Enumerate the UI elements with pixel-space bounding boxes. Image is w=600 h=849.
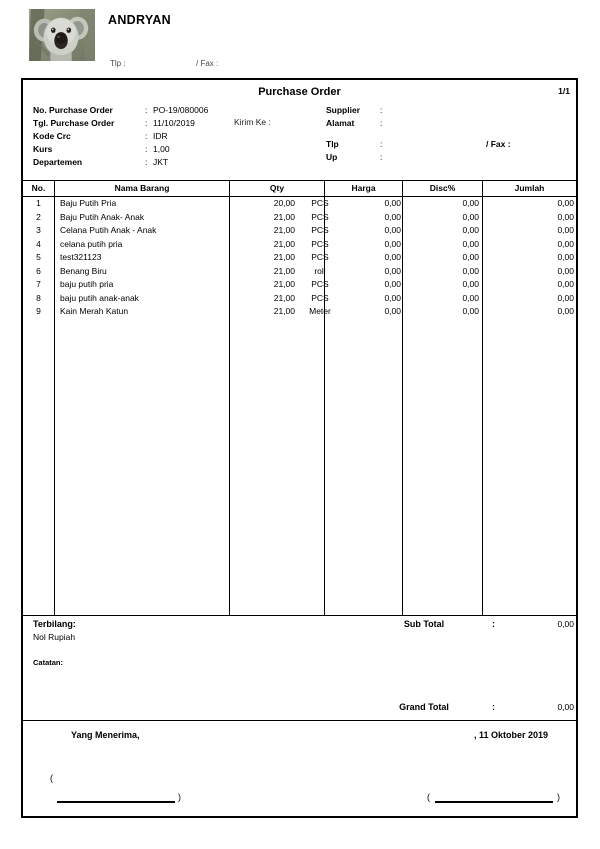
- cell-jumlah: 0,00: [557, 265, 574, 276]
- cell-jumlah: 0,00: [557, 211, 574, 222]
- sub-total-label: Sub Total: [403, 619, 445, 629]
- cell-no: 2: [36, 211, 41, 222]
- letterhead-contact-line: [110, 59, 410, 68]
- field-label: Kurs: [33, 144, 53, 154]
- field-value: 1,00: [153, 144, 170, 154]
- cell-disc: 0,00: [462, 279, 479, 289]
- table-row: [23, 278, 576, 292]
- field-value: 11/10/2019: [153, 118, 195, 128]
- column-header-nama-barang: Nama Barang: [54, 181, 229, 196]
- signature-area: [23, 720, 576, 816]
- grand-total-row: [23, 702, 576, 715]
- table-row: [23, 197, 576, 211]
- table-body: [23, 197, 576, 616]
- signature-right-paren-close: ): [557, 792, 560, 802]
- cell-jumlah: 0,00: [557, 292, 574, 303]
- cell-qty: 20,00: [273, 198, 295, 208]
- table-row: [23, 224, 576, 238]
- field-separator: :: [145, 105, 148, 115]
- signature-left-rule: [57, 801, 175, 803]
- cell-name: Kain Merah Katun: [60, 306, 129, 316]
- totals-area: [23, 616, 576, 720]
- cell-disc: 0,00: [462, 306, 479, 316]
- grand-total-label: Grand Total: [399, 702, 449, 712]
- cell-no: 3: [36, 225, 41, 235]
- table-header-row: [23, 181, 576, 197]
- field-departemen: [33, 156, 243, 169]
- column-header-disc: Disc%: [402, 181, 482, 196]
- cell-disc: 0,00: [462, 211, 479, 222]
- field-supplier-tlp: [326, 138, 576, 151]
- signature-date: , 11 Oktober 2019: [473, 730, 548, 740]
- cell-qty: 21,00: [273, 279, 295, 289]
- field-kode-crc: [33, 130, 243, 143]
- cell-unit: roll: [314, 265, 326, 276]
- cell-disc: 0,00: [462, 252, 479, 262]
- cell-unit: PCS: [311, 238, 329, 249]
- cell-disc: 0,00: [462, 292, 479, 303]
- field-tgl-purchase-order: [33, 117, 243, 130]
- cell-no: 4: [36, 238, 41, 249]
- field-up: [326, 151, 576, 164]
- table-row: [23, 265, 576, 279]
- column-header-no: No.: [31, 183, 46, 193]
- cell-name: Baju Putih Anak- Anak: [60, 211, 145, 222]
- field-kurs: [33, 143, 243, 156]
- cell-harga: 0,00: [384, 198, 401, 208]
- cell-harga: 0,00: [384, 306, 401, 316]
- field-separator: :: [380, 105, 383, 115]
- cell-disc: 0,00: [462, 265, 479, 276]
- field-label: Alamat: [326, 118, 355, 128]
- field-label: No. Purchase Order: [33, 105, 113, 115]
- page-indicator: 1/1: [558, 86, 570, 96]
- field-label: Tlp: [326, 139, 339, 149]
- cell-name: celana putih pria: [60, 238, 123, 249]
- field-value: JKT: [153, 157, 169, 167]
- table-row: [23, 211, 576, 225]
- signature-right-paren-open: (: [427, 792, 430, 802]
- field-label: Supplier: [326, 105, 361, 115]
- cell-jumlah: 0,00: [557, 238, 574, 249]
- cell-jumlah: 0,00: [557, 198, 574, 208]
- cell-name: baju putih pria: [60, 279, 114, 289]
- order-info-block: [23, 104, 576, 176]
- company-name: ANDRYAN: [108, 13, 171, 27]
- cell-no: 9: [36, 306, 41, 316]
- cell-qty: 21,00: [273, 211, 295, 222]
- koala-photo-logo: [29, 9, 95, 61]
- sub-total-value: 0,00: [557, 619, 574, 629]
- field-value: PO-19/080006: [153, 105, 209, 115]
- cell-no: 5: [36, 252, 41, 262]
- spacer: [326, 130, 576, 138]
- field-label: Departemen: [33, 157, 83, 167]
- cell-harga: 0,00: [384, 211, 401, 222]
- field-separator: :: [380, 118, 383, 128]
- field-separator: :: [145, 144, 148, 154]
- cell-disc: 0,00: [462, 238, 479, 249]
- field-no-purchase-order: [33, 104, 243, 117]
- cell-unit: PCS: [311, 211, 329, 222]
- cell-qty: 21,00: [273, 306, 295, 316]
- table-row: [23, 292, 576, 306]
- cell-unit: PCS: [311, 225, 329, 235]
- letterhead: [0, 0, 600, 78]
- cell-qty: 21,00: [273, 252, 295, 262]
- field-separator: :: [380, 139, 383, 149]
- cell-unit: PCS: [311, 292, 329, 303]
- order-info-left: [33, 104, 243, 169]
- cell-name: Celana Putih Anak - Anak: [60, 225, 157, 235]
- cell-unit: PCS: [311, 279, 329, 289]
- cell-no: 6: [36, 265, 41, 276]
- field-separator: :: [145, 131, 148, 141]
- cell-harga: 0,00: [384, 252, 401, 262]
- signature-left-title: Yang Menerima,: [71, 730, 140, 740]
- company-logo: [28, 8, 96, 62]
- cell-qty: 21,00: [273, 265, 295, 276]
- field-fax-label: / Fax :: [486, 139, 511, 149]
- cell-qty: 21,00: [273, 225, 295, 235]
- cell-unit: PCS: [311, 252, 329, 262]
- cell-no: 7: [36, 279, 41, 289]
- table-row: [23, 238, 576, 252]
- field-supplier: [326, 104, 576, 117]
- field-label: Tgl. Purchase Order: [33, 118, 115, 128]
- field-label: Up: [326, 152, 338, 162]
- column-header-qty: Qty: [229, 181, 324, 196]
- cell-harga: 0,00: [384, 292, 401, 303]
- field-separator: :: [380, 152, 383, 162]
- cell-jumlah: 0,00: [557, 279, 574, 289]
- cell-no: 8: [36, 292, 41, 303]
- cell-harga: 0,00: [384, 265, 401, 276]
- cell-unit: PCS: [311, 198, 329, 208]
- sub-total-row: [23, 619, 576, 632]
- cell-harga: 0,00: [384, 238, 401, 249]
- purchase-order-frame: [21, 78, 578, 818]
- items-table: [23, 180, 576, 616]
- cell-disc: 0,00: [462, 198, 479, 208]
- cell-name: Baju Putih Pria: [60, 198, 117, 208]
- field-value: IDR: [153, 131, 168, 141]
- cell-no: 1: [36, 198, 41, 208]
- field-separator: :: [145, 118, 148, 128]
- cell-qty: 21,00: [273, 292, 295, 303]
- signature-right-rule: [435, 801, 553, 803]
- letterhead-tlp-label: Tlp :: [110, 59, 126, 68]
- terbilang-label: Terbilang:: [33, 619, 76, 629]
- cell-jumlah: 0,00: [557, 225, 574, 235]
- signature-left-paren-open: (: [50, 773, 53, 783]
- column-header-jumlah: Jumlah: [482, 181, 576, 196]
- cell-name: Benang Biru: [60, 265, 107, 276]
- grand-total-separator: :: [492, 702, 495, 712]
- supplier-info-block: [326, 104, 576, 164]
- cell-name: test321123: [60, 252, 102, 262]
- field-separator: :: [145, 157, 148, 167]
- field-alamat: [326, 117, 576, 130]
- column-header-harga: Harga: [324, 181, 402, 196]
- table-row: [23, 251, 576, 265]
- cell-jumlah: 0,00: [557, 306, 574, 316]
- kirim-ke-label: Kirim Ke :: [234, 117, 271, 127]
- letterhead-fax-label: / Fax :: [196, 59, 219, 68]
- cell-name: baju putih anak-anak: [60, 292, 139, 303]
- page-title: Purchase Order: [258, 86, 341, 98]
- table-row: [23, 305, 576, 319]
- cell-harga: 0,00: [384, 225, 401, 235]
- cell-jumlah: 0,00: [557, 252, 574, 262]
- field-label: Kode Crc: [33, 131, 71, 141]
- cell-qty: 21,00: [273, 238, 295, 249]
- terbilang-value: Nol Rupiah: [33, 632, 76, 642]
- signature-left-paren-close: ): [178, 792, 181, 802]
- sub-total-separator: :: [492, 619, 495, 629]
- grand-total-value: 0,00: [557, 702, 574, 712]
- cell-harga: 0,00: [384, 279, 401, 289]
- cell-unit: Meter: [309, 306, 331, 316]
- cell-disc: 0,00: [462, 225, 479, 235]
- catatan-label: Catatan:: [33, 658, 64, 667]
